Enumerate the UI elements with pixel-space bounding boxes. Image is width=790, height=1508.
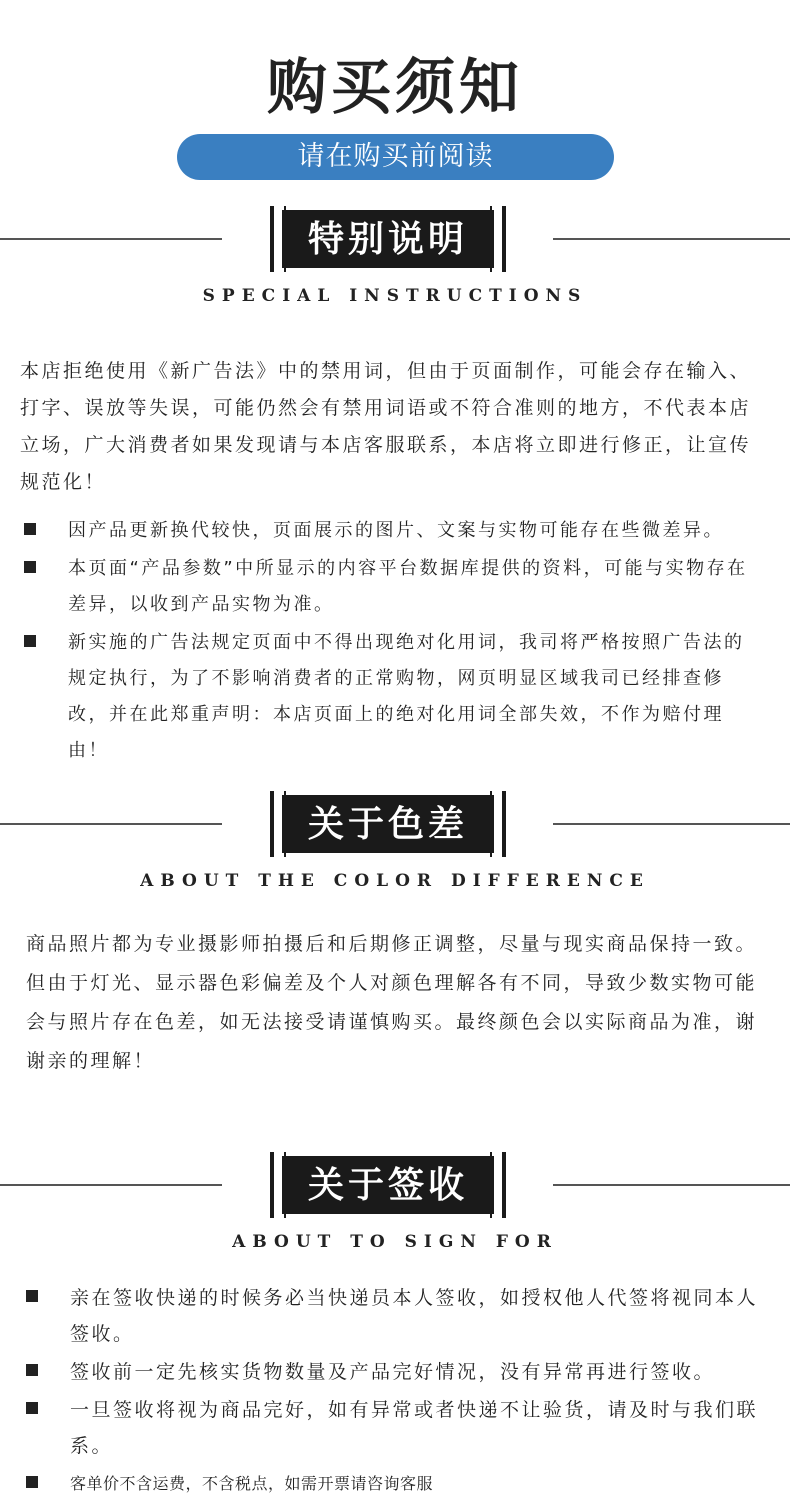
list-item xyxy=(22,1466,770,1502)
bullet-square-icon xyxy=(26,1290,38,1302)
section-divider-left xyxy=(0,238,222,240)
list-item xyxy=(22,1354,770,1390)
list-item xyxy=(20,551,760,623)
banner-ornament xyxy=(490,1152,506,1218)
list-item-text: 客单价不含运费，不含税点，如需开票请咨询客服 xyxy=(70,1474,434,1493)
section-title: 关于签收 xyxy=(282,1156,494,1214)
section-paragraph: 本店拒绝使用《新广告法》中的禁用词，但由于页面制作，可能会存在输入、打字、误放等失误，可能仍然会有禁用词语或不符合准则的地方，不代表本店立场，广大消费者如果发现请与本店客服联系，本店将立即进行修正，让宣传规范化！ xyxy=(20,360,752,493)
section-divider-right xyxy=(553,1184,790,1186)
section-divider-left xyxy=(0,1184,222,1186)
section-subtitle: ABOUT THE COLOR DIFFERENCE xyxy=(140,871,650,891)
section-title: 特别说明 xyxy=(282,210,494,268)
banner-ornament xyxy=(490,206,506,272)
list-item-text: 本页面“产品参数”中所显示的内容平台数据库提供的资料，可能与实物存在差异，以收到产品实物为准。 xyxy=(68,558,748,615)
bullet-square-icon xyxy=(24,561,36,573)
bullet-list xyxy=(22,1280,770,1502)
list-item-text: 一旦签收将视为商品完好，如有异常或者快递不让验货，请及时与我们联系。 xyxy=(70,1399,759,1457)
section-subtitle: SPECIAL INSTRUCTIONS xyxy=(202,286,588,306)
page-title: 购买须知 xyxy=(267,53,523,123)
section-banner xyxy=(270,206,506,272)
bullet-square-icon xyxy=(26,1364,38,1376)
banner-ornament xyxy=(490,791,506,857)
bullet-list xyxy=(20,513,760,769)
list-item xyxy=(22,1392,770,1464)
section-subtitle: ABOUT TO SIGN FOR xyxy=(232,1232,558,1252)
section-divider-left xyxy=(0,823,222,825)
section-paragraph: 商品照片都为专业摄影师拍摄后和后期修正调整，尽量与现实商品保持一致。但由于灯光、显示器色彩偏差及个人对颜色理解各有不同，导致少数实物可能会与照片存在色差，如无法接受请谨慎购买。最终颜色会以实际商品为准，谢谢亲的理解！ xyxy=(26,933,758,1072)
section-banner xyxy=(270,1152,506,1218)
list-item xyxy=(20,625,760,769)
list-item-text: 签收前一定先核实货物数量及产品完好情况，没有异常再进行签收。 xyxy=(70,1361,716,1383)
section-body xyxy=(20,353,760,501)
list-item-text: 新实施的广告法规定页面中不得出现绝对化用词，我司将严格按照广告法的规定执行，为了不影响消费者的正常购物，网页明显区域我司已经排查修改，并在此郑重声明：本店页面上的绝对化用词全部失效，不作为赔付理由！ xyxy=(68,632,745,761)
bullet-square-icon xyxy=(26,1402,38,1414)
bullet-square-icon xyxy=(24,523,36,535)
section-divider-right xyxy=(553,823,790,825)
section-divider-right xyxy=(553,238,790,240)
section-banner xyxy=(270,791,506,857)
section-title: 关于色差 xyxy=(282,795,494,853)
bullet-square-icon xyxy=(26,1476,38,1488)
list-item-text: 因产品更新换代较快，页面展示的图片、文案与实物可能存在些微差异。 xyxy=(68,520,724,541)
list-item xyxy=(20,513,760,549)
read-before-buy-badge: 请在购买前阅读 xyxy=(177,134,614,180)
section-body xyxy=(26,925,766,1081)
list-item-text: 亲在签收快递的时候务必当快递员本人签收，如授权他人代签将视同本人签收。 xyxy=(70,1287,759,1345)
list-item xyxy=(22,1280,770,1352)
bullet-square-icon xyxy=(24,635,36,647)
